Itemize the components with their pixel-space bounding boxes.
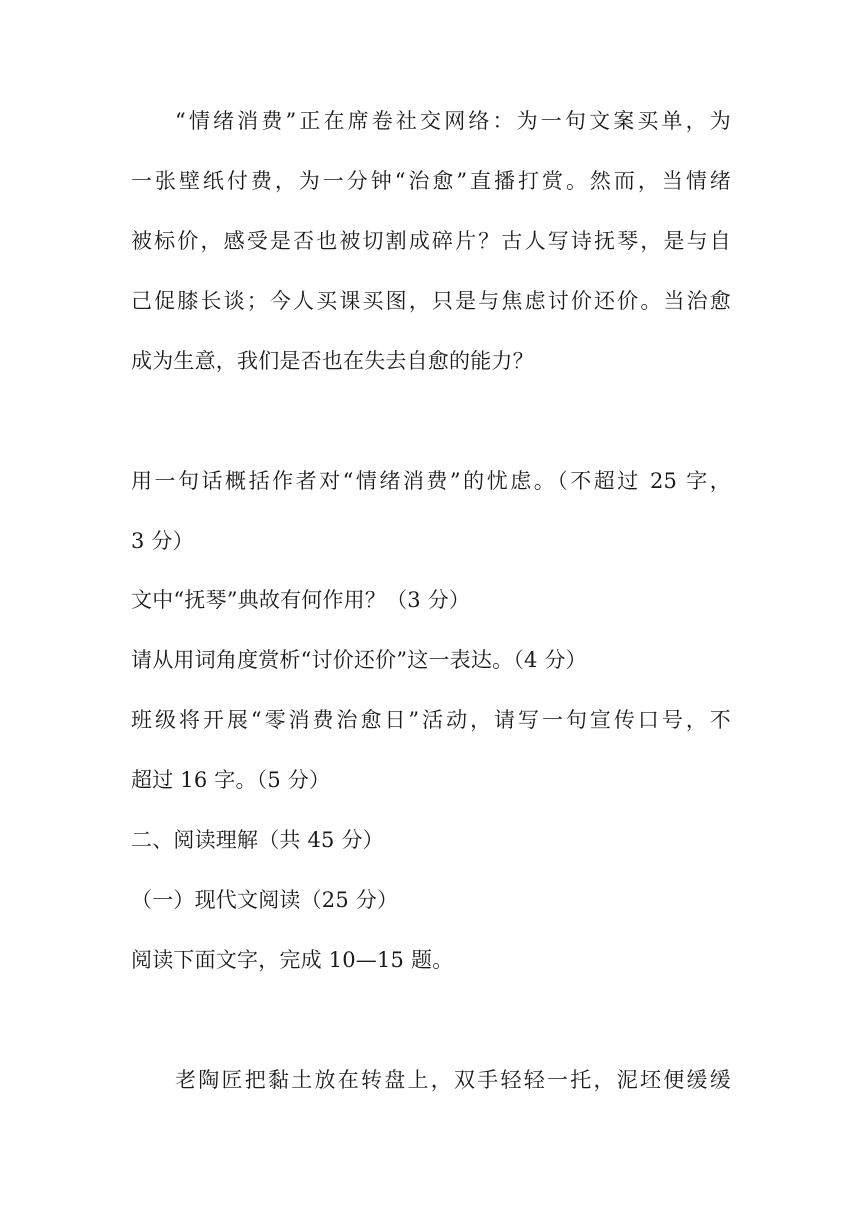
- reading-instruction: 阅读下面文字，完成 10—15 题。: [131, 948, 454, 972]
- passage-line: 成为生意，我们是否也在失去自愈的能力？: [131, 349, 534, 373]
- passage-potter-first-line: 老陶匠把黏土放在转盘上，双手轻轻一托，泥坯便缓缓: [175, 1068, 731, 1092]
- passage-line: 己促膝长谈；今人买课买图，只是与焦虑讨价还价。当治愈: [131, 289, 731, 313]
- question-3: 请从用词角度赏析“讨价还价”这一表达。（4 分）: [131, 648, 587, 672]
- question-4-continued: 超过 16 字。（5 分）: [131, 768, 331, 792]
- question-4: 班级将开展“零消费治愈日”活动，请写一句宣传口号，不: [131, 708, 731, 732]
- question-1: 用一句话概括作者对“情绪消费”的忧虑。（不超过 25 字，: [131, 469, 731, 493]
- passage-line: 被标价，感受是否也被切割成碎片？古人写诗抚琴，是与自: [131, 229, 731, 253]
- question-2: 文中“抚琴”典故有何作用？（3 分）: [131, 588, 471, 612]
- question-1-continued: 3 分）: [131, 529, 194, 553]
- passage-line: “情绪消费”正在席卷社交网络：为一句文案买单，为: [175, 109, 731, 133]
- subsection-title: （一）现代文阅读（25 分）: [131, 888, 399, 912]
- section-title: 二、阅读理解（共 45 分）: [131, 828, 384, 852]
- passage-line: 一张壁纸付费，为一分钟“治愈”直播打赏。然而，当情绪: [131, 169, 731, 193]
